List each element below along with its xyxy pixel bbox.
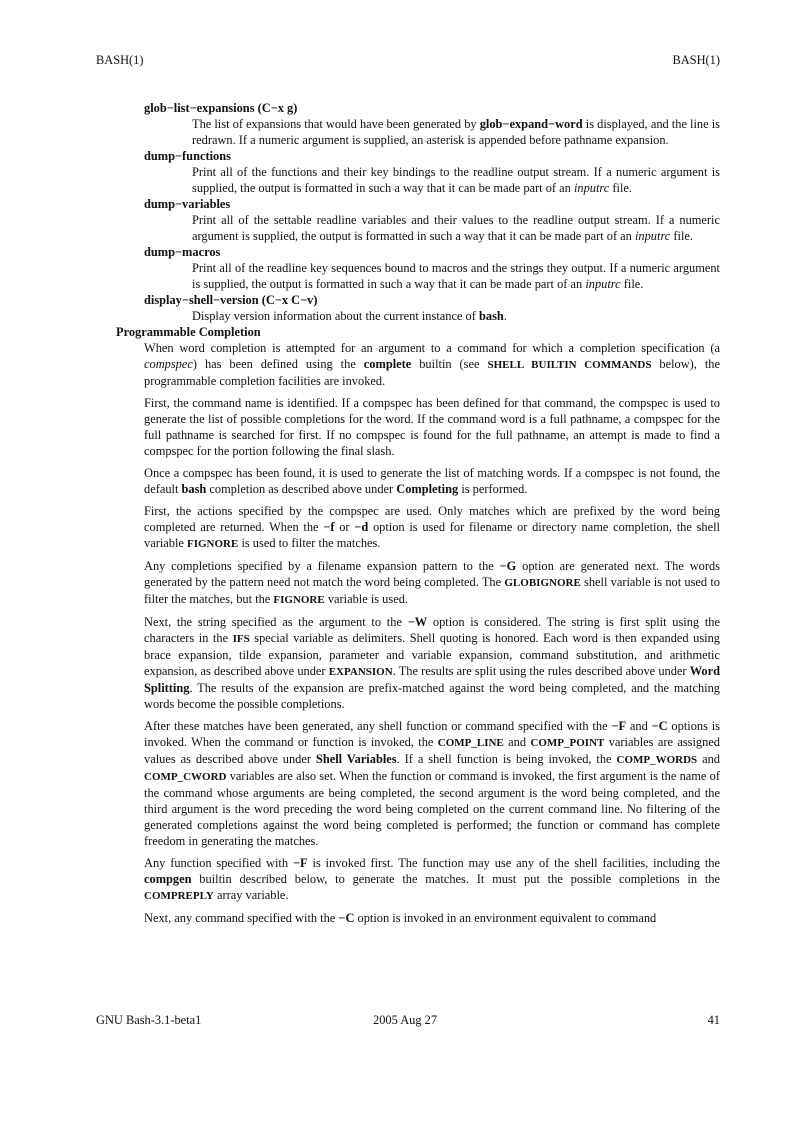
entry-term: dump−variables — [144, 197, 231, 211]
entry-term: dump−macros — [144, 245, 221, 259]
entry-term: display−shell−version (C−x C−v) — [144, 293, 318, 307]
paragraph-9: Next, any command specified with the −C option is invoked in an environment equivalent to command — [144, 911, 657, 925]
paragraph-3: Once a compspec has been found, it is used to generate the list of matching words. If a compspec is not found, the default bash completion as described above under Completing is performed. — [144, 466, 720, 496]
header-left: BASH(1) — [96, 53, 144, 67]
entry-desc: Print all of the readline key sequences bound to macros and the strings they output. If a numeric argument is supplied, the output is formatted in such a way that it can be made part of an inputrc file. — [192, 261, 720, 291]
entry-dump-functions — [96, 148, 720, 196]
entry-desc: The list of expansions that would have been generated by glob−expand−word is displayed, and the line is redrawn. If a numeric argument is supplied, an asterisk is appended before pathname expansion. — [192, 117, 720, 147]
footer-left: GNU Bash-3.1-beta1 — [96, 1013, 202, 1027]
paragraph-5: Any completions specified by a filename expansion pattern to the −G option are generated next. The words generated by the pattern need not match the word being completed. The GLOBIGNORE shell variable is not used to filter the matches, but the FIGNORE variable is used. — [144, 559, 720, 606]
entry-glob-list-expansions — [96, 100, 720, 148]
entry-desc: Print all of the settable readline variables and their values to the readline output stream. If a numeric argument is supplied, the output is formatted in such a way that it can be made part of an inputrc file. — [192, 213, 720, 243]
paragraph-1: When word completion is attempted for an argument to a command for which a completion specification (a compspec) has been defined using the complete builtin (see SHELL BUILTIN COMMANDS below), the programmable completion facilities are invoked. — [144, 341, 720, 388]
paragraph-8: Any function specified with −F is invoked first. The function may use any of the shell facilities, including the compgen builtin described below, to generate the matches. It must put the possible completions in the COMPREPLY array variable. — [144, 856, 720, 902]
paragraph-2: First, the command name is identified. If a compspec has been defined for that command, the compspec is used to generate the list of possible completions for the word. If the command word is a full pathname, a compspec for the full pathname is searched for first. If no compspec is found for the full pathname, an attempt is made to find a compspec for the portion following the final slash. — [144, 396, 720, 458]
page-number: 41 — [707, 1013, 720, 1027]
section-heading: Programmable Completion — [116, 325, 261, 339]
entry-dump-variables — [96, 196, 720, 244]
entry-term: dump−functions — [144, 149, 231, 163]
entry-term: glob−list−expansions (C−x g) — [144, 101, 298, 115]
header-right: BASH(1) — [672, 53, 720, 67]
paragraph-6: Next, the string specified as the argument to the −W option is considered. The string is first split using the characters in the IFS special variable as delimiters. Shell quoting is honored. Each word is then expanded using brace expansion, tilde expansion, parameter and variable expansion, command substitution, and arithmetic expansion, as described above under EXPANSION. The results are split using the rules described above under Word Splitting. The results of the expansion are prefix-matched against the word being completed, and the matching words become the possible completions. — [144, 615, 721, 711]
entry-dump-macros — [96, 244, 720, 292]
entry-display-shell-version — [96, 292, 720, 324]
entry-desc: Display version information about the current instance of bash. — [192, 309, 507, 323]
page-body — [96, 100, 720, 926]
paragraph-4: First, the actions specified by the compspec are used. Only matches which are prefixed by the word being completed are returned. When the −f or −d option is used for filename or directory name completion, the shell variable FIGNORE is used to filter the matches. — [144, 504, 720, 550]
paragraph-7: After these matches have been generated, any shell function or command specified with the −F and −C options is invoked. When the command or function is invoked, the COMP_LINE and COMP_POINT variables are assigned values as described above under Shell Variables. If a shell function is being invoked, the COMP_WORDS and COMP_CWORD variables are also set. When the function or command is invoked, the first argument is the name of the command whose arguments are being completed, the second argument is the word being completed, and the third argument is the word preceding the word being completed on the current command line. No filtering of the generated completions against the word being completed is performed; the function or command has complete freedom in generating the matches. — [144, 719, 721, 848]
footer-date: 2005 Aug 27 — [373, 1013, 438, 1027]
entry-desc: Print all of the functions and their key bindings to the readline output stream. If a numeric argument is supplied, the output is formatted in such a way that it can be made part of an inputrc file. — [192, 165, 720, 195]
